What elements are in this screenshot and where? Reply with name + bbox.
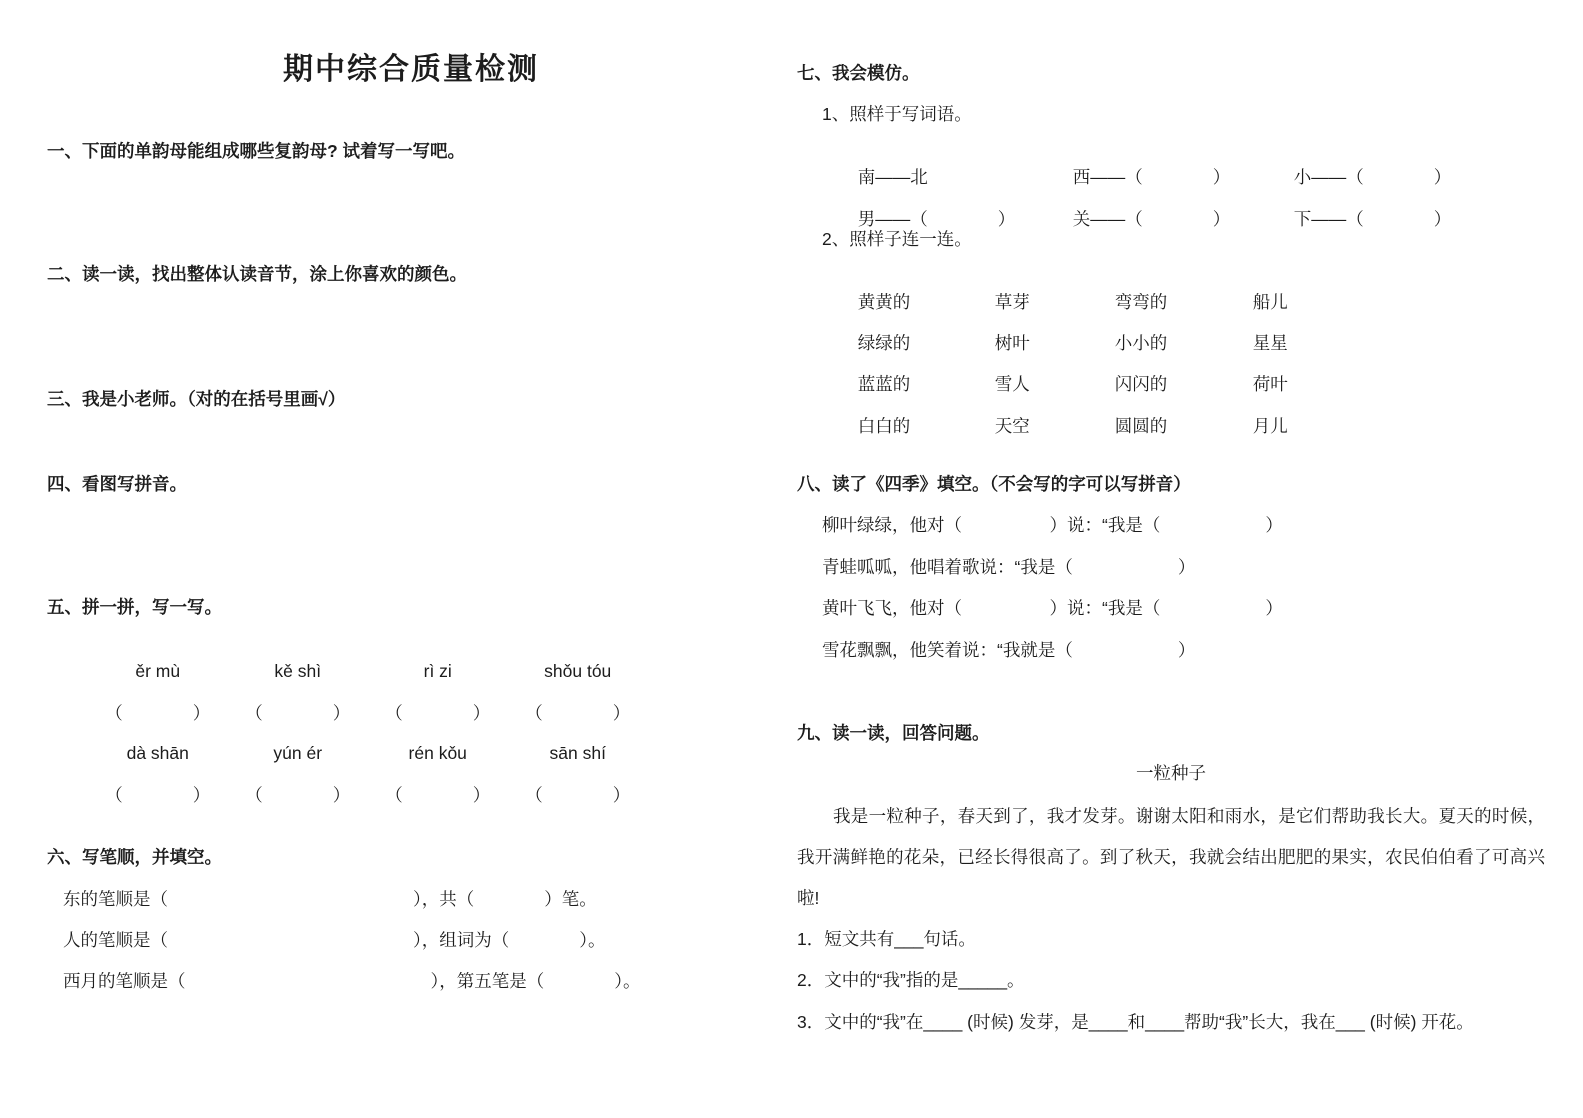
answer-blank: （ ）	[105, 703, 211, 723]
answer-blank: （ ）	[385, 785, 491, 805]
pinyin-word: dà shān	[126, 743, 189, 763]
section-1-heading: 一、下面的单韵母能组成哪些复韵母? 试着写一写吧。	[47, 141, 466, 161]
fill-blank-line: 青蛙呱呱，他唱着歌说：“我是（ ）	[822, 557, 1196, 577]
answer-blank: （ ）	[385, 703, 491, 723]
stroke-order-line: 西月的笔顺是（ ），第五笔是（ ）。	[63, 971, 641, 991]
match-word: 天空	[994, 416, 1030, 436]
word-pair: 男——（ ）	[857, 209, 1016, 229]
section-5-heading: 五、拼一拼，写一写。	[47, 597, 222, 617]
match-row	[848, 351, 1288, 395]
word-pair: 下——（ ）	[1293, 209, 1452, 229]
match-word: 树叶	[994, 333, 1030, 353]
match-word: 弯弯的	[1114, 292, 1168, 312]
stroke-order-line: 东的笔顺是（ ），共（ ）笔。	[63, 889, 597, 909]
pinyin-word: rén kǒu	[408, 743, 467, 763]
match-word: 草芽	[994, 292, 1030, 312]
section-9-heading: 九、读一读，回答问题。	[797, 723, 990, 743]
fill-blank-line: 雪花飘飘，他笑着说：“我就是（ ）	[822, 640, 1196, 660]
question-line: 3．文中的“我”在____ (时候) 发芽，是____和____帮助“我”长大，我在___ (时候) 开花。	[797, 1012, 1474, 1032]
fill-blank-line: 黄叶飞飞，他对（ ）说：“我是（ ）	[822, 598, 1283, 618]
match-word: 船儿	[1252, 292, 1288, 312]
pinyin-word: sān shí	[549, 743, 606, 763]
answer-blank: （ ）	[525, 785, 631, 805]
word-pair: 关——（ ）	[1072, 209, 1231, 229]
word-pair: 南——北	[857, 167, 928, 187]
passage-text: 我是一粒种子，春天到了，我才发芽。谢谢太阳和雨水，是它们帮助我长大。夏天的时候，我开满鲜艳的花朵，已经长得很高了。到了秋天，我就会结出肥肥的果实，农民伯伯看了可高兴啦!	[797, 806, 1545, 908]
word-pairs-row	[848, 144, 1451, 188]
match-word: 月儿	[1252, 416, 1288, 436]
match-word: 雪人	[994, 374, 1030, 394]
pinyin-word: yún ér	[273, 743, 323, 763]
match-word: 黄黄的	[857, 292, 911, 312]
section-7-sub2: 2、照样子连一连。	[822, 229, 972, 249]
section-6-heading: 六、写笔顺，并填空。	[47, 847, 222, 867]
word-pairs-row	[848, 186, 1451, 230]
section-8-heading: 八、读了《四季》填空。（不会写的字可以写拼音）	[797, 474, 1191, 494]
page-title: 期中综合质量检测	[283, 53, 539, 86]
pinyin-word: rì zi	[423, 661, 452, 681]
section-4-heading: 四、看图写拼音。	[47, 474, 187, 494]
pinyin-word: kě shì	[274, 661, 322, 681]
answer-blank-row	[78, 762, 648, 806]
match-row	[848, 269, 1288, 313]
match-word: 星星	[1252, 333, 1288, 353]
section-3-heading: 三、我是小老师。（对的在括号里画√）	[47, 389, 346, 409]
section-7-sub1: 1、照样于写词语。	[822, 104, 972, 124]
match-word: 圆圆的	[1114, 416, 1168, 436]
match-word: 小小的	[1114, 333, 1168, 353]
answer-blank: （ ）	[525, 703, 631, 723]
word-pair: 小——（ ）	[1293, 167, 1452, 187]
pinyin-word: shǒu tóu	[544, 661, 612, 681]
match-row	[848, 393, 1288, 437]
section-7-heading: 七、我会模仿。	[797, 63, 920, 83]
section-2-heading: 二、读一读，找出整体认读音节，涂上你喜欢的颜色。	[47, 264, 467, 284]
word-pair: 西——（ ）	[1072, 167, 1231, 187]
match-word: 绿绿的	[857, 333, 911, 353]
pinyin-row-1	[78, 638, 648, 682]
pinyin-row-2	[78, 720, 648, 764]
answer-blank-row	[78, 680, 648, 724]
answer-blank: （ ）	[245, 785, 351, 805]
passage-title: 一粒种子	[1136, 763, 1206, 783]
match-word: 白白的	[857, 416, 911, 436]
match-word: 荷叶	[1252, 374, 1288, 394]
answer-blank: （ ）	[245, 703, 351, 723]
fill-blank-line: 柳叶绿绿，他对（ ）说：“我是（ ）	[822, 515, 1283, 535]
question-line: 1．短文共有___句话。	[797, 929, 976, 949]
match-row	[848, 310, 1288, 354]
pinyin-word: ěr mù	[135, 661, 181, 681]
match-word: 蓝蓝的	[857, 374, 911, 394]
match-word: 闪闪的	[1114, 374, 1168, 394]
answer-blank: （ ）	[105, 785, 211, 805]
question-line: 2．文中的“我”指的是_____。	[797, 970, 1025, 990]
stroke-order-line: 人的笔顺是（ ），组词为（ ）。	[63, 930, 606, 950]
